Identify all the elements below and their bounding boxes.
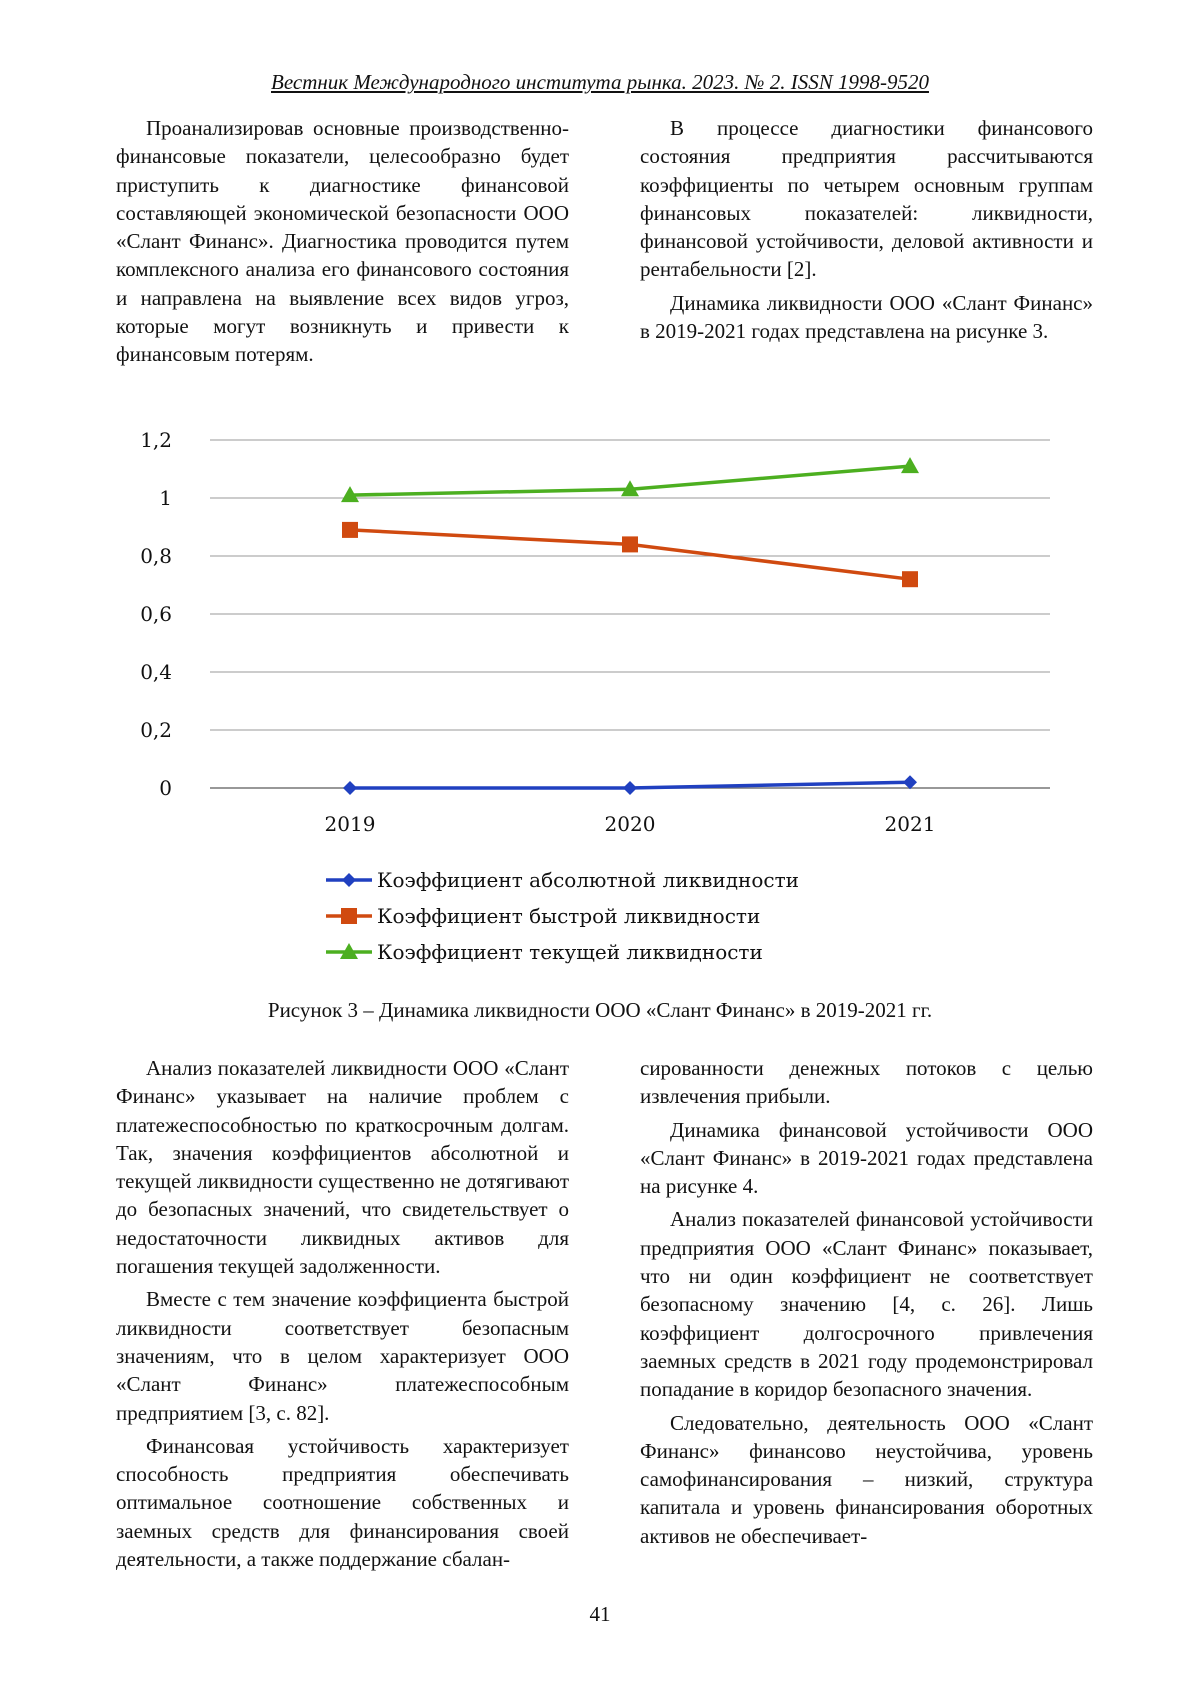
y-tick-label: 0,4	[140, 660, 172, 684]
liquidity-chart	[110, 420, 1100, 980]
paragraph: Анализ показателей финансовой устойчивости предприятия ООО «Слант Финанс» показывает, что ни один коэффициент не соответствует безопасному значению [4, с. 26]. Лишь коэффициент долгосрочного привлечения заемных средств в 2021 году продемонстрировал попадание в коридор безопасного значения.	[640, 1207, 1093, 1402]
data-point-diamond	[343, 781, 357, 795]
journal-header-text: Вестник Международного института рынка. 2023. № 2. ISSN 1998-9520	[271, 70, 929, 94]
data-point-square	[622, 536, 638, 552]
y-tick-label: 0,6	[140, 602, 172, 626]
bottom-left-column	[116, 1054, 569, 1573]
data-point-square	[341, 908, 357, 924]
data-point-diamond	[903, 775, 917, 789]
data-point-square	[342, 522, 358, 538]
x-tick-label: 2021	[884, 812, 936, 836]
bottom-right-column	[640, 1054, 1093, 1550]
paragraph: Проанализировав основные производственно-финансовые показатели, целесообразно будет приступить к диагностике финансовой составляющей экономической безопасности ООО «Слант Финанс». Диагностика проводится путем комплексного анализа его финансового состояния и направлена на выявление всех видов угроз, которые могут возникнуть и привести к финансовым потерям.	[116, 116, 569, 367]
data-point-diamond	[623, 781, 637, 795]
top-left-column	[116, 114, 569, 369]
paragraph-continuation: сированности денежных потоков с целью извлечения прибыли.	[640, 1056, 1093, 1109]
paragraph: В процессе диагностики финансового состояния предприятия рассчитываются коэффициенты по четырем основным группам финансовых показателей: ликвидности, финансовой устойчивости, деловой активности и рентабельности [2].	[640, 116, 1093, 282]
chart-legend	[326, 868, 799, 964]
figure-caption: Рисунок 3 – Динамика ликвидности ООО «Слант Финанс» в 2019-2021 гг.	[267, 998, 933, 1022]
legend-label: Коэффициент текущей ликвидности	[377, 940, 763, 964]
paragraph: Следовательно, деятельность ООО «Слант Финанс» финансово неустойчива, уровень самофинансирования – низкий, структура капитала и уровень финансирования оборотных активов не обеспечивает-	[640, 1410, 1093, 1548]
y-tick-label: 0,8	[140, 544, 172, 568]
legend-label: Коэффициент быстрой ликвидности	[377, 904, 761, 928]
y-tick-label: 0	[159, 776, 172, 800]
paragraph: Вместе с тем значение коэффициента быстрой ликвидности соответствует безопасным значениям, что в целом характеризует ООО «Слант Финанс» платежеспособным предприятием [3, с. 82].	[116, 1287, 569, 1425]
journal-header	[0, 70, 1200, 95]
top-right-column	[640, 114, 1093, 345]
x-tick-label: 2019	[324, 812, 376, 836]
paragraph: Динамика ликвидности ООО «Слант Финанс» в 2019-2021 годах представлена на рисунке 3.	[640, 290, 1093, 344]
legend-label: Коэффициент абсолютной ликвидности	[377, 868, 799, 892]
y-tick-label: 1	[159, 486, 172, 510]
data-point-diamond	[342, 873, 356, 887]
y-tick-label: 1,2	[140, 428, 172, 452]
chart-series	[341, 457, 919, 795]
paragraph: Динамика финансовой устойчивости ООО «Слант Финанс» в 2019-2021 годах представлена на рисунке 4.	[640, 1117, 1093, 1199]
paragraph: Анализ показателей ликвидности ООО «Слант Финанс» указывает на наличие проблем с платежеспособностью по краткосрочным долгам. Так, значения коэффициентов абсолютной и текущей ликвидности существенно не дотягивают до безопасных значений, что свидетельствует о недостаточности ликвидных активов для погашения текущей задолженности.	[116, 1056, 569, 1279]
y-axis-ticks	[140, 428, 172, 800]
x-tick-label: 2020	[604, 812, 656, 836]
y-tick-label: 0,2	[140, 718, 172, 742]
data-point-square	[902, 571, 918, 587]
paragraph: Финансовая устойчивость характеризует способность предприятия обеспечивать оптимальное соотношение собственных и заемных средств для финансирования своей деятельности, а также поддержание сбалан-	[116, 1433, 569, 1572]
page-number: 41	[589, 1602, 611, 1626]
x-axis-ticks	[325, 812, 936, 836]
